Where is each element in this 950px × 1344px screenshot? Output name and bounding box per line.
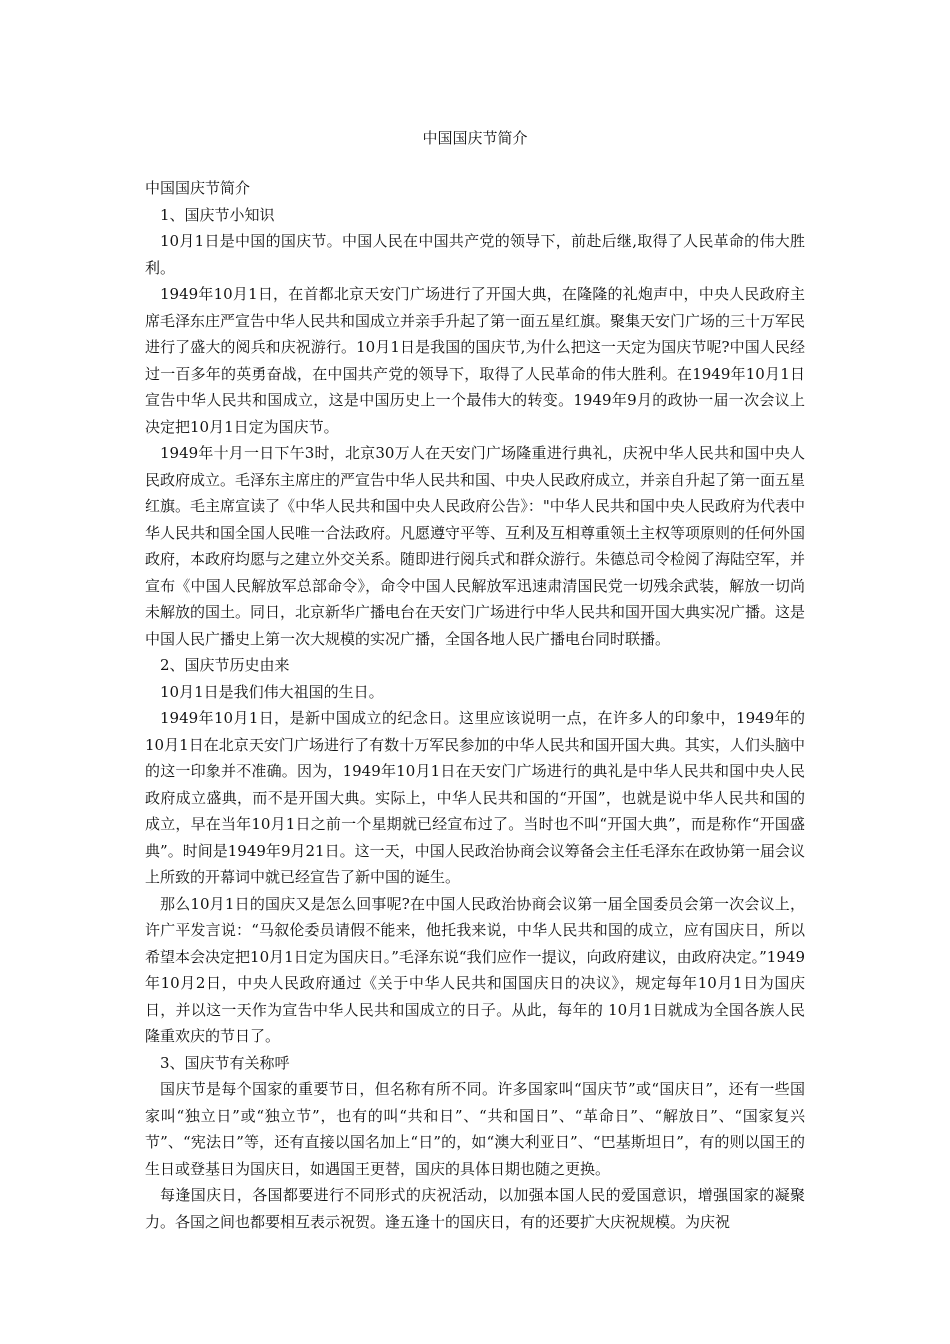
document-body [145, 175, 805, 1235]
document-title: 中国国庆节简介 [422, 129, 528, 147]
body-paragraph: 国庆节是每个国家的重要节日，但名称有所不同。许多国家叫“国庆节”或“国庆日”，还有一些国家叫“独立日”或“独立节”，也有的叫“共和日”、“共和国日”、“革命日”、“解放日”、“国家复兴节”、“宪法日”等，还有直接以国名加上“日”的，如“澳大利亚日”、“巴基斯坦日”，有的则以国王的生日或登基日为国庆日，如遇国王更替，国庆的具体日期也随之更换。 [145, 1080, 805, 1178]
section-heading: 3、国庆节有关称呼 [160, 1053, 290, 1072]
body-paragraph: 10月1日是中国的国庆节。中国人民在中国共产党的领导下，前赴后继,取得了人民革命的伟大胜利。 [145, 232, 805, 277]
body-paragraph: 1949年10月1日，是新中国成立的纪念日。这里应该说明一点，在许多人的印象中，1949年的10月1日在北京天安门广场进行了有数十万军民参加的中华人民共和国开国大典。其实，人们头脑中的这一印象并不准确。因为，1949年10月1日在天安门广场进行的典礼是中华人民共和国中央人民政府成立盛典，而不是开国大典。实际上，中华人民共和国的“开国”，也就是说中华人民共和国的成立，早在当年10月1日之前一个星期就已经宣布过了。当时也不叫“开国大典”，而是称作“开国盛典”。时间是1949年9月21日。这一天，中国人民政治协商会议筹备会主任毛泽东在政协第一届会议上所致的开幕词中就已经宣告了新中国的诞生。 [145, 709, 805, 886]
body-paragraph: 1949年10月1日，在首都北京天安门广场进行了开国大典，在隆隆的礼炮声中，中央人民政府主席毛泽东庄严宣告中华人民共和国成立并亲手升起了第一面五星红旗。聚集天安门广场的三十万军民进行了盛大的阅兵和庆祝游行。10月1日是我国的国庆节,为什么把这一天定为国庆节呢?中国人民经过一百多年的英勇奋战，在中国共产党的领导下，取得了人民革命的伟大胜利。在1949年10月1日宣告中华人民共和国成立，这是中国历史上一个最伟大的转变。1949年9月的政协一届一次会议上决定把10月1日定为国庆节。 [145, 285, 806, 436]
body-paragraph: 每逢国庆日，各国都要进行不同形式的庆祝活动，以加强本国人民的爱国意识，增强国家的凝聚力。各国之间也都要相互表示祝贺。逢五逢十的国庆日，有的还要扩大庆祝规模。为庆祝 [145, 1186, 805, 1231]
body-heading: 中国国庆节简介 [145, 179, 251, 197]
section-heading: 1、国庆节小知识 [160, 205, 275, 224]
body-paragraph: 那么10月1日的国庆又是怎么回事呢?在中国人民政治协商会议第一届全国委员会第一次会议上，许广平发言说：“马叙伦委员请假不能来，他托我来说，中华人民共和国的成立，应有国庆日，所以希望本会决定把10月1日定为国庆日。”毛泽东说“我们应作一提议，向政府建议，由政府决定。”1949年10月2日，中央人民政府通过《关于中华人民共和国国庆日的决议》，规定每年10月1日为国庆日，并以这一天作为宣告中华人民共和国成立的日子。从此，每年的 10月1日就成为全国各族人民隆重欢庆的节日了。 [145, 894, 805, 1045]
section-heading: 2、国庆节历史由来 [160, 656, 290, 674]
body-paragraph: 1949年十月一日下午3时，北京30万人在天安门广场隆重进行典礼，庆祝中华人民共和国中央人民政府成立。毛泽东主席庄的严宣告中华人民共和国、中央人民政府成立，并亲自升起了第一面五星红旗。毛主席宣读了《中华人民共和国中央人民政府公告》："中华人民共和国中央人民政府为代表中华人民共和国全国人民唯一合法政府。凡愿遵守平等、互利及互相尊重领土主权等项原则的任何外国政府，本政府均愿与之建立外交关系。随即进行阅兵式和群众游行。朱德总司令检阅了海陆空军，并宣布《中国人民解放军总部命令》，命令中国人民解放军迅速肃清国民党一切残余武装，解放一切尚未解放的国土。同日，北京新华广播电台在天安门广场进行中华人民共和国开国大典实况广播。这是中国人民广播史上第一次大规模的实况广播，全国各地人民广播电台同时联播。 [145, 444, 806, 648]
body-paragraph: 10月1日是我们伟大祖国的生日。 [160, 682, 384, 701]
